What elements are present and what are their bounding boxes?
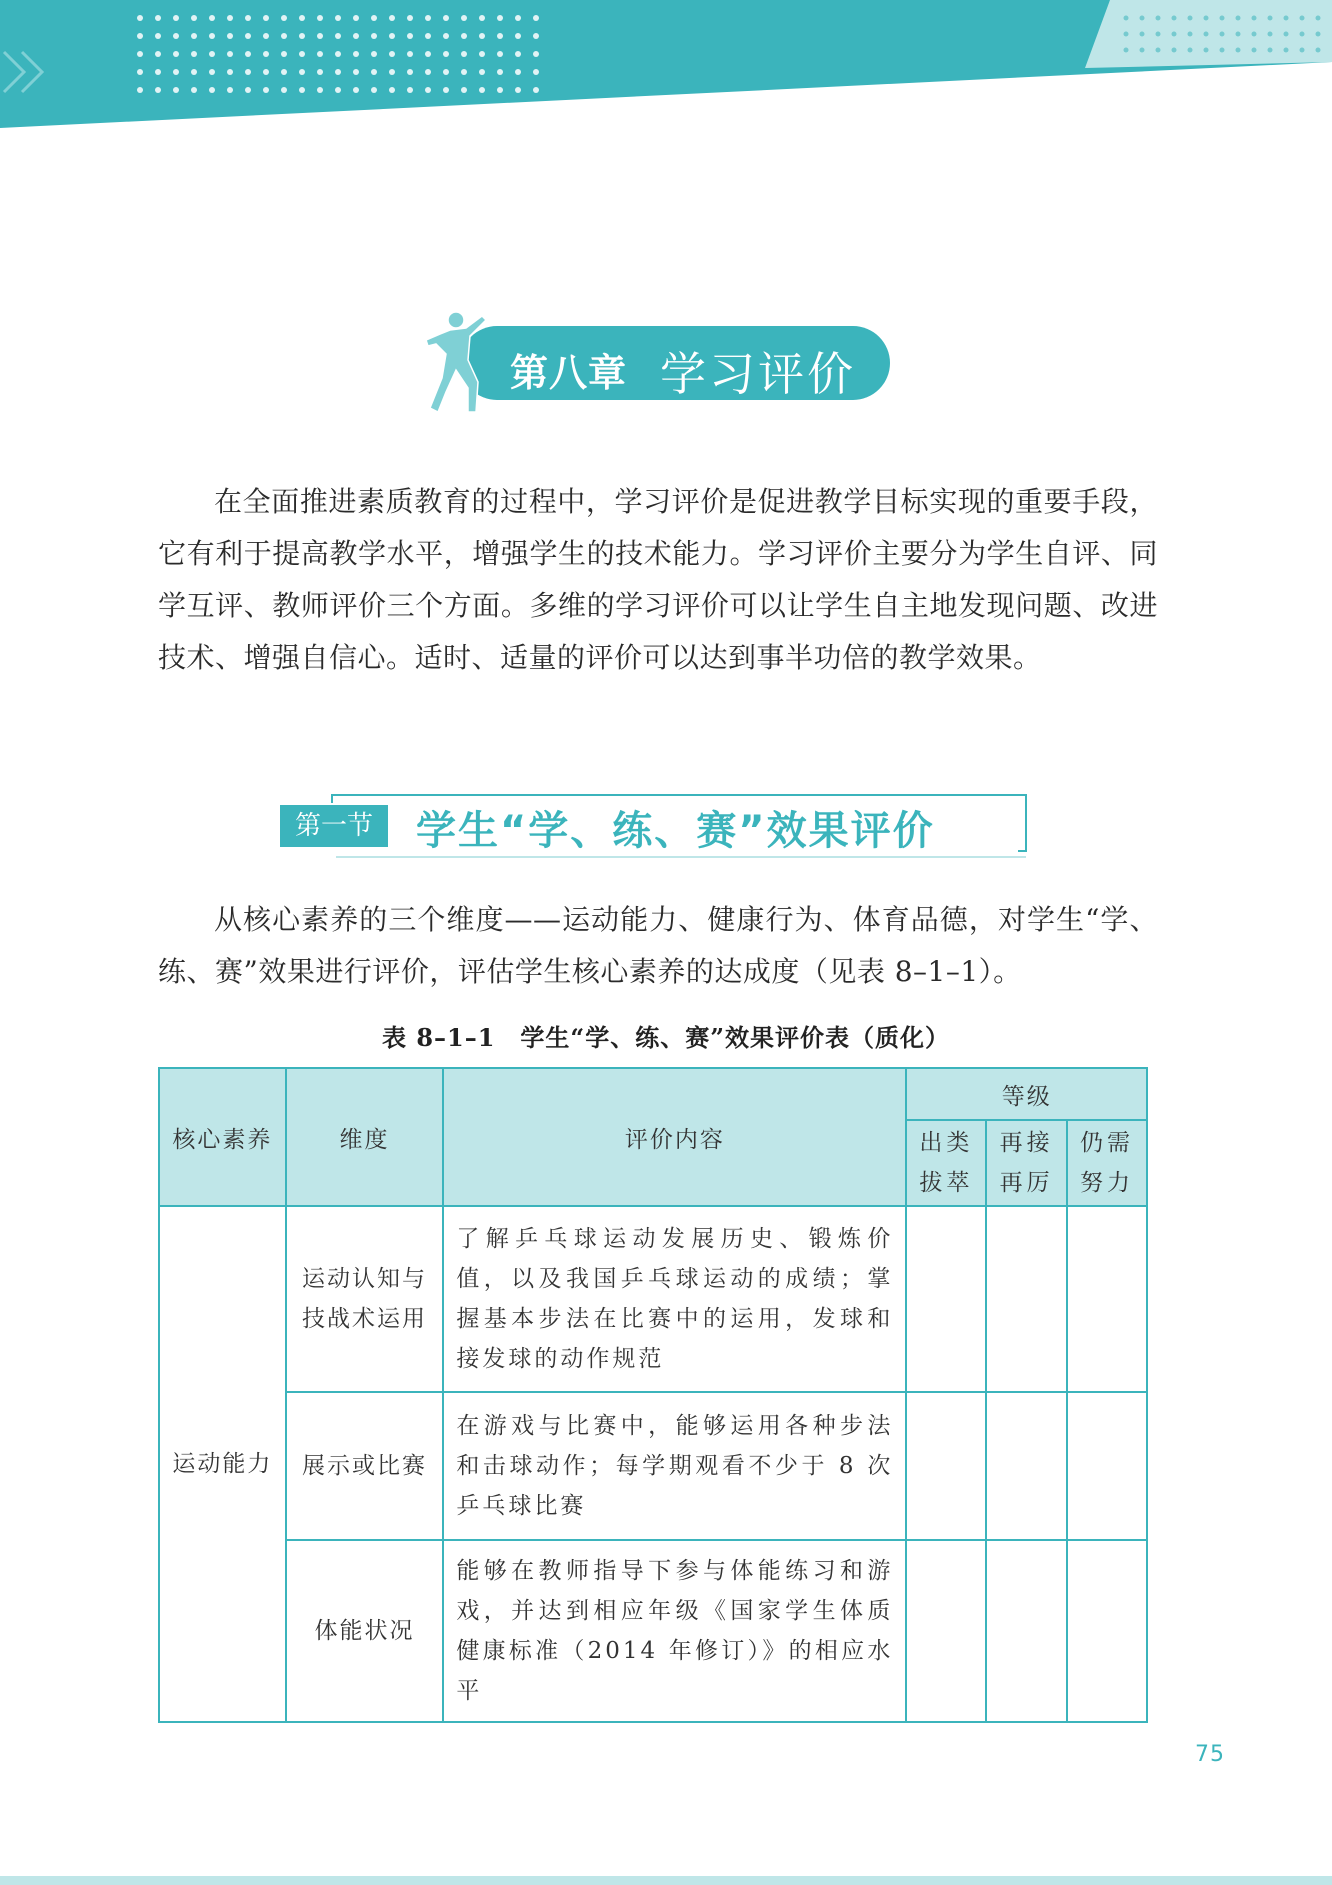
chapter-number: 第八章: [510, 351, 628, 395]
grade-label-line: 再厉: [999, 1170, 1054, 1196]
grade-label-line: 拔萃: [919, 1170, 974, 1196]
header-grade-needs-work: [1067, 1120, 1147, 1206]
header-grade-excellent: [906, 1120, 986, 1206]
header-dimension: 维度: [286, 1068, 444, 1206]
header-grade: 等级: [906, 1068, 1147, 1120]
page-number: 75: [1195, 1742, 1225, 1767]
grade-label-line: 努力: [1080, 1170, 1135, 1196]
table-tennis-player-icon: [420, 308, 490, 418]
dimension-line: 展示或比赛: [302, 1453, 428, 1479]
grade-cell[interactable]: [986, 1540, 1067, 1722]
chapter-heading: [420, 308, 890, 418]
bottom-rule: [0, 1876, 1332, 1885]
grade-label-line: 再接: [999, 1130, 1054, 1156]
chapter-title: 学习评价: [660, 347, 856, 401]
header-grade-good: [986, 1120, 1067, 1206]
evaluation-table: [158, 1067, 1148, 1723]
header-banner: [0, 0, 1332, 130]
table-row: [159, 1206, 1147, 1392]
table-caption: 表 8–1–1 学生“学、练、赛”效果评价表（质化）: [381, 1023, 951, 1052]
content-cell: 在游戏与比赛中，能够运用各种步法和击球动作；每学期观看不少于 8 次乒乓球比赛: [443, 1392, 906, 1540]
table-row: [159, 1540, 1147, 1722]
section-title: 学生“学、练、赛”效果评价: [416, 808, 935, 854]
table-row: [159, 1392, 1147, 1540]
grade-cell[interactable]: [986, 1392, 1067, 1540]
section-paragraph: 从核心素养的三个维度——运动能力、健康行为、体育品德，对学生“学、练、赛”效果进行评价，评估学生核心素养的达成度（见表 8–1–1）。: [158, 903, 1158, 988]
dimension-line: 体能状况: [314, 1618, 415, 1644]
header-content: 评价内容: [443, 1068, 906, 1206]
intro-paragraph: 在全面推进素质教育的过程中，学习评价是促进教学目标实现的重要手段，它有利于提高教学水平，增强学生的技术能力。学习评价主要分为学生自评、同学互评、教师评价三个方面。多维的学习评价可以让学生自主地发现问题、改进技术、增强自信心。适时、适量的评价可以达到事半功倍的教学效果。: [158, 485, 1158, 674]
grade-cell[interactable]: [906, 1392, 986, 1540]
grade-label-line: 出类: [919, 1130, 974, 1156]
content-cell: 了解乒乓球运动发展历史、锻炼价值，以及我国乒乓球运动的成绩；掌握基本步法在比赛中的运用，发球和接发球的动作规范: [443, 1206, 906, 1392]
content-cell: 能够在教师指导下参与体能练习和游戏，并达到相应年级《国家学生体质健康标准（2014 年修订）》的相应水平: [443, 1540, 906, 1722]
dimension-line: 运动认知与: [302, 1266, 428, 1292]
grade-cell[interactable]: [1067, 1206, 1147, 1392]
section-heading: [280, 793, 1030, 859]
grade-cell[interactable]: [906, 1540, 986, 1722]
grade-cell[interactable]: [906, 1206, 986, 1392]
core-group-cell: 运动能力: [159, 1206, 286, 1722]
grade-label-line: 仍需: [1080, 1130, 1135, 1156]
grade-cell[interactable]: [986, 1206, 1067, 1392]
grade-cell[interactable]: [1067, 1540, 1147, 1722]
dimension-cell: [286, 1540, 444, 1722]
section-badge: 第一节: [280, 805, 388, 847]
grade-cell[interactable]: [1067, 1392, 1147, 1540]
dimension-line: 技战术运用: [302, 1306, 428, 1332]
dimension-cell: [286, 1206, 444, 1392]
header-core: 核心素养: [159, 1068, 286, 1206]
dimension-cell: [286, 1392, 444, 1540]
